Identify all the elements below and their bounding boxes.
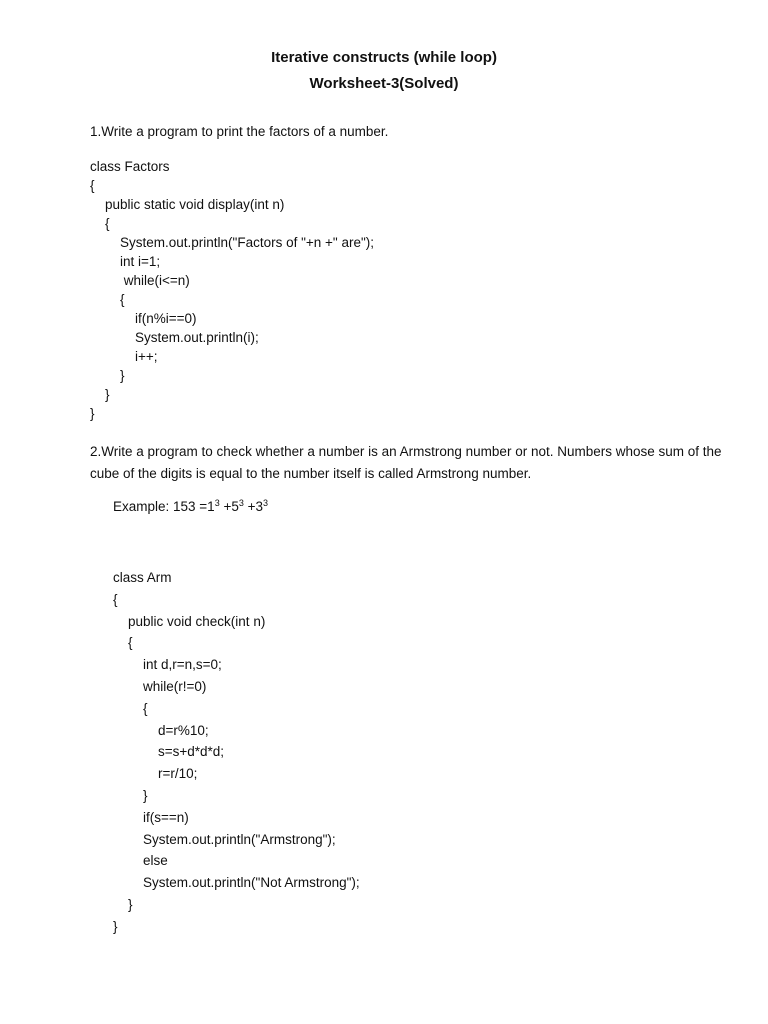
code-line: class Arm xyxy=(113,570,172,585)
question-1: 1.Write a program to print the factors of a number. xyxy=(90,124,389,139)
code-line: } xyxy=(113,787,148,803)
code-line: int i=1; xyxy=(90,254,161,269)
code-line: while(r!=0) xyxy=(113,678,207,694)
code-line: { xyxy=(90,292,125,307)
code-line: System.out.println("Armstrong"); xyxy=(113,831,336,847)
code-block-armstrong xyxy=(113,567,360,938)
code-line: i++; xyxy=(90,349,158,364)
example-plus-5: +5 xyxy=(219,499,239,514)
code-line: while(i<=n) xyxy=(90,273,190,288)
page-title: Iterative constructs (while loop) xyxy=(271,49,497,66)
armstrong-example xyxy=(113,497,268,516)
code-line: else xyxy=(113,853,168,869)
code-line: System.out.println(i); xyxy=(90,330,259,345)
code-block-factors xyxy=(90,157,374,423)
example-prefix: Example: 153 =1 xyxy=(113,499,215,514)
exponent: 3 xyxy=(238,498,244,508)
code-line: public static void display(int n) xyxy=(90,197,285,212)
code-line: { xyxy=(113,635,133,651)
code-line: if(s==n) xyxy=(113,809,189,825)
code-line: } xyxy=(113,918,118,934)
code-line: System.out.println("Factors of "+n +" are"); xyxy=(90,235,375,250)
page-subtitle: Worksheet-3(Solved) xyxy=(309,75,459,92)
code-line: { xyxy=(113,700,148,716)
code-line: System.out.println("Not Armstrong"); xyxy=(113,875,360,891)
code-line: public void check(int n) xyxy=(113,613,266,629)
code-line: { xyxy=(90,216,110,231)
code-line: class Factors xyxy=(90,159,170,174)
code-line: int d,r=n,s=0; xyxy=(113,657,222,673)
code-line: } xyxy=(90,406,95,421)
code-line: } xyxy=(113,896,133,912)
code-line: { xyxy=(113,591,118,607)
code-line: } xyxy=(90,387,110,402)
example-plus-3: +3 xyxy=(243,499,264,514)
exponent: 3 xyxy=(214,498,220,508)
exponent: 3 xyxy=(263,498,269,508)
code-line: { xyxy=(90,178,95,193)
code-line: if(n%i==0) xyxy=(90,311,197,326)
code-line: } xyxy=(90,368,125,383)
code-line: r=r/10; xyxy=(113,766,198,782)
code-line: s=s+d*d*d; xyxy=(113,744,225,760)
code-line: d=r%10; xyxy=(113,722,209,738)
question-2: 2.Write a program to check whether a number is an Armstrong number or not. Numbers whose sum of the cube of the digits is equal to the number itself is called Armstrong number. xyxy=(90,444,722,481)
